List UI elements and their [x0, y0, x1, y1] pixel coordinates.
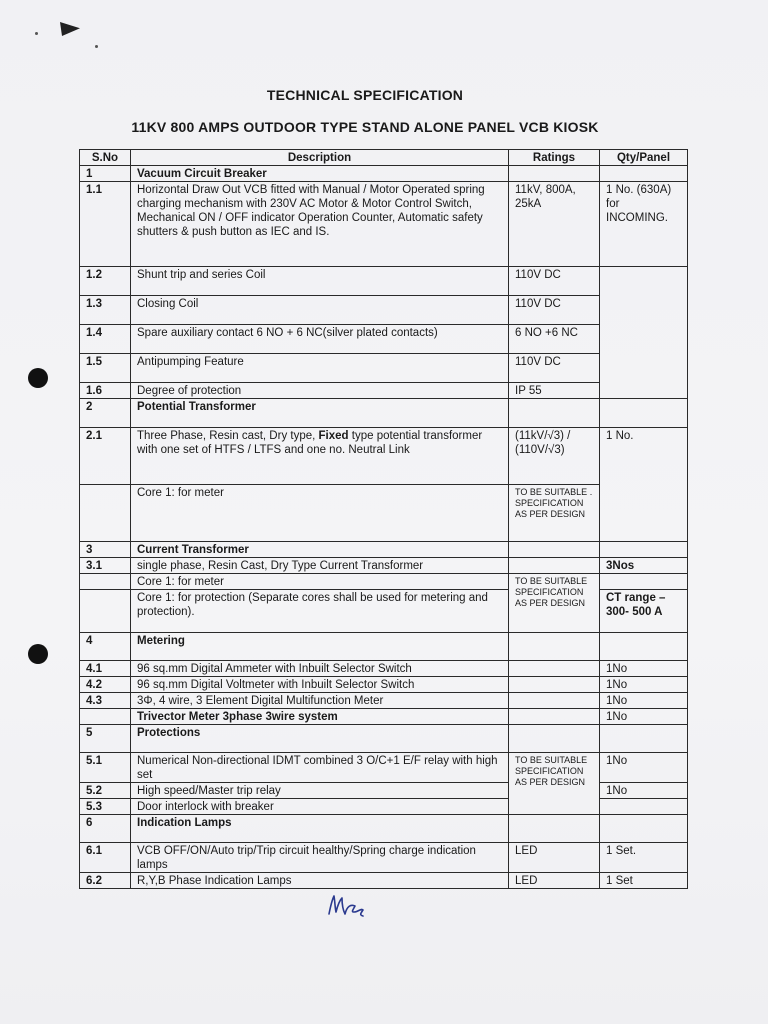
- row-qty: 3Nos: [600, 558, 688, 574]
- row-qty: [600, 633, 688, 661]
- row-description: Shunt trip and series Coil: [131, 267, 509, 296]
- row-sno: 5: [80, 725, 131, 753]
- table-row: [80, 399, 688, 428]
- table-row: [80, 428, 688, 485]
- row-description: VCB OFF/ON/Auto trip/Trip circuit healthy/Spring charge indication lamps: [131, 843, 509, 873]
- speck: [35, 32, 38, 35]
- row-sno: 5.1: [80, 753, 131, 783]
- table-row: [80, 166, 688, 182]
- ink-mark: [60, 22, 80, 36]
- row-sno: 4.1: [80, 661, 131, 677]
- row-description: Degree of protection: [131, 383, 509, 399]
- row-qty: [600, 815, 688, 843]
- header-qty: Qty/Panel: [600, 150, 688, 166]
- row-sno: 2.1: [80, 428, 131, 485]
- desc-bold-part: Fixed: [318, 430, 349, 442]
- row-rating: [509, 709, 600, 725]
- row-description: [131, 428, 509, 485]
- row-sno: [80, 485, 131, 542]
- table-row: [80, 693, 688, 709]
- row-description: Core 1: for meter: [131, 485, 509, 542]
- row-sno: 4.3: [80, 693, 131, 709]
- table-row: [80, 296, 688, 325]
- row-sno: 6: [80, 815, 131, 843]
- desc-part: Three Phase, Resin cast, Dry type,: [137, 430, 319, 442]
- table-row: [80, 574, 688, 590]
- row-rating: [509, 558, 600, 574]
- table-header-row: [80, 150, 688, 166]
- row-qty: [600, 166, 688, 182]
- row-qty: 1 Set: [600, 873, 688, 889]
- row-sno: 6.2: [80, 873, 131, 889]
- row-sno: 5.3: [80, 799, 131, 815]
- row-qty: [600, 725, 688, 753]
- row-sno: 1.1: [80, 182, 131, 267]
- row-sno: 3.1: [80, 558, 131, 574]
- row-description: Spare auxiliary contact 6 NO + 6 NC(silver plated contacts): [131, 325, 509, 354]
- header-sno: S.No: [80, 150, 131, 166]
- table-row: [80, 182, 688, 267]
- header-ratings: Ratings: [509, 150, 600, 166]
- row-qty: CT range – 300- 500 A: [600, 590, 688, 633]
- table-row: [80, 661, 688, 677]
- row-qty: 1No: [600, 783, 688, 799]
- row-rating: [509, 633, 600, 661]
- row-description: Current Transformer: [131, 542, 509, 558]
- table-row: [80, 383, 688, 399]
- row-description: single phase, Resin Cast, Dry Type Current Transformer: [131, 558, 509, 574]
- row-description: Vacuum Circuit Breaker: [131, 166, 509, 182]
- document-title: TECHNICAL SPECIFICATION: [266, 87, 464, 103]
- document-subtitle: 11KV 800 AMPS OUTDOOR TYPE STAND ALONE PANEL VCB KIOSK: [131, 119, 599, 135]
- row-qty: 1 No. (630A) for INCOMING.: [600, 182, 688, 267]
- row-qty: [600, 267, 688, 399]
- spec-table: [79, 149, 688, 889]
- row-rating: 110V DC: [509, 267, 600, 296]
- table-row: [80, 354, 688, 383]
- row-sno: 1.3: [80, 296, 131, 325]
- handwritten-signature: [325, 892, 369, 922]
- table-row: [80, 558, 688, 574]
- row-description: Potential Transformer: [131, 399, 509, 428]
- row-description: R,Y,B Phase Indication Lamps: [131, 873, 509, 889]
- row-qty: 1No: [600, 709, 688, 725]
- row-sno: 6.1: [80, 843, 131, 873]
- row-qty: 1No: [600, 693, 688, 709]
- row-description: Door interlock with breaker: [131, 799, 509, 815]
- row-rating: [509, 399, 600, 428]
- punch-hole: [28, 368, 48, 388]
- row-description: Horizontal Draw Out VCB fitted with Manual / Motor Operated spring charging mechanism with 230V AC Motor & Motor Control Switch, Mechanical ON / OFF indicator Operation Counter, Automatic safety shutters & push button as IEC and IS.: [131, 182, 509, 267]
- row-sno: 3: [80, 542, 131, 558]
- row-qty: [600, 399, 688, 428]
- row-qty: 1No: [600, 661, 688, 677]
- table-row: [80, 633, 688, 661]
- row-description: Closing Coil: [131, 296, 509, 325]
- table-row: [80, 709, 688, 725]
- row-rating: [509, 166, 600, 182]
- row-qty: 1 Set.: [600, 843, 688, 873]
- table-row: [80, 843, 688, 873]
- row-rating: [509, 542, 600, 558]
- table-row: [80, 815, 688, 843]
- table-row: [80, 485, 688, 542]
- row-rating: [509, 677, 600, 693]
- row-description: 3Φ, 4 wire, 3 Element Digital Multifunction Meter: [131, 693, 509, 709]
- table-row: [80, 753, 688, 783]
- table-row: [80, 325, 688, 354]
- row-qty: 1No: [600, 677, 688, 693]
- header-description: Description: [131, 150, 509, 166]
- row-sno: 1: [80, 166, 131, 182]
- row-description: Core 1: for meter: [131, 574, 509, 590]
- row-rating: [509, 661, 600, 677]
- table-row: [80, 267, 688, 296]
- row-sno: 1.2: [80, 267, 131, 296]
- table-row: [80, 677, 688, 693]
- row-sno: 4: [80, 633, 131, 661]
- row-description: 96 sq.mm Digital Voltmeter with Inbuilt Selector Switch: [131, 677, 509, 693]
- row-rating: 6 NO +6 NC: [509, 325, 600, 354]
- row-qty: 1 No.: [600, 428, 688, 542]
- desc-part: type potential transformer with one set of HTFS / LTFS and one no. Neutral Link: [137, 430, 483, 456]
- row-qty: [600, 542, 688, 558]
- row-description: Metering: [131, 633, 509, 661]
- row-sno: 1.6: [80, 383, 131, 399]
- row-sno: [80, 574, 131, 590]
- row-description: 96 sq.mm Digital Ammeter with Inbuilt Selector Switch: [131, 661, 509, 677]
- row-description: Core 1: for protection (Separate cores shall be used for metering and protection).: [131, 590, 509, 633]
- row-sno: [80, 709, 131, 725]
- row-rating: TO BE SUITABLE SPECIFICATION AS PER DESIGN: [509, 574, 600, 633]
- row-qty: [600, 799, 688, 815]
- row-rating: 110V DC: [509, 296, 600, 325]
- row-sno: 4.2: [80, 677, 131, 693]
- row-rating: LED: [509, 873, 600, 889]
- row-description: Trivector Meter 3phase 3wire system: [131, 709, 509, 725]
- row-sno: 1.4: [80, 325, 131, 354]
- row-qty: [600, 574, 688, 590]
- row-rating: TO BE SUITABLE . SPECIFICATION AS PER DESIGN: [509, 485, 600, 542]
- table-row: [80, 542, 688, 558]
- row-description: Indication Lamps: [131, 815, 509, 843]
- speck: [95, 45, 98, 48]
- table-row: [80, 725, 688, 753]
- row-sno: [80, 590, 131, 633]
- row-description: Antipumping Feature: [131, 354, 509, 383]
- row-rating: 11kV, 800A, 25kA: [509, 182, 600, 267]
- row-sno: 5.2: [80, 783, 131, 799]
- row-rating: LED: [509, 843, 600, 873]
- row-description: High speed/Master trip relay: [131, 783, 509, 799]
- table-row: [80, 873, 688, 889]
- row-qty: 1No: [600, 753, 688, 783]
- row-description: Protections: [131, 725, 509, 753]
- row-rating: IP 55: [509, 383, 600, 399]
- punch-hole: [28, 644, 48, 664]
- row-rating: TO BE SUITABLE SPECIFICATION AS PER DESIGN: [509, 753, 600, 815]
- row-rating: [509, 693, 600, 709]
- row-rating: [509, 815, 600, 843]
- row-rating: 110V DC: [509, 354, 600, 383]
- row-description: Numerical Non-directional IDMT combined 3 O/C+1 E/F relay with high set: [131, 753, 509, 783]
- row-rating: [509, 725, 600, 753]
- row-sno: 2: [80, 399, 131, 428]
- row-sno: 1.5: [80, 354, 131, 383]
- row-rating: (11kV/√3) / (110V/√3): [509, 428, 600, 485]
